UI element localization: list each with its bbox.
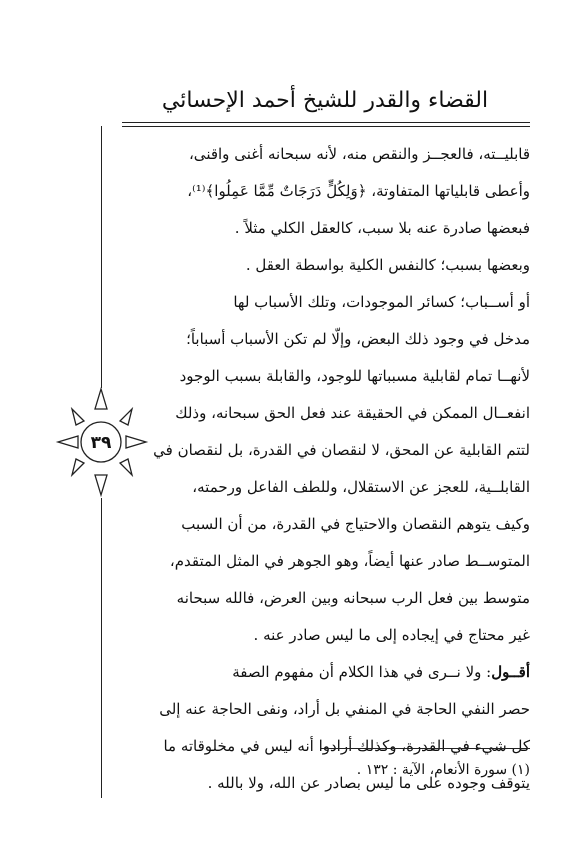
ornament-ray-bottom bbox=[95, 475, 107, 495]
ornament-ray-left bbox=[58, 436, 78, 448]
text-line: لتتم القابلية عن المحق، لا لنقصان في القدرة، بل لنقصان في bbox=[153, 441, 530, 459]
text-line: أو أســباب؛ كسائر الموجودات، وتلك الأسباب لها bbox=[233, 293, 530, 311]
text-line: وأعطى قابلياتها المتفاوتة، ﴿وَلِكُلٍّ دَرَجَاتٌ مِّمَّا عَمِلُوا﴾⁽¹⁾، bbox=[187, 182, 530, 200]
text-line: انفعــال الممكن في الحقيقة عند فعل الحق سبحانه، وذلك bbox=[175, 404, 530, 422]
text-line: القابلــية، للعجز عن الاستقلال، وللطف الفاعل ورحمته، bbox=[192, 478, 530, 496]
text-line: متوسط بين فعل الرب سبحانه وبين العرض، فالله سبحانه bbox=[176, 589, 530, 607]
margin-line-bottom bbox=[101, 498, 102, 798]
lead-word: أقــول bbox=[491, 663, 530, 681]
footnote bbox=[300, 757, 530, 783]
running-header-title: القضاء والقدر للشيخ أحمد الإحسائي bbox=[161, 88, 489, 113]
text-line: وكيف يتوهم النقصان والاحتياج في القدرة، من أن السبب bbox=[181, 515, 530, 533]
text-line: غير محتاج في إيجاده إلى ما ليس صادر عنه . bbox=[253, 626, 530, 644]
text-line: فبعضها صادرة عنه بلا سبب، كالعقل الكلي مثلاً . bbox=[234, 219, 530, 237]
ornament-ray-top-left bbox=[72, 409, 84, 425]
header-rule-bottom bbox=[122, 126, 530, 127]
text-line: مدخل في وجود ذلك البعض، وإلّا لم تكن الأسباب أسباباً؛ bbox=[186, 330, 530, 348]
footnote-rule bbox=[320, 748, 530, 749]
text-line: المتوســط صادر عنها أيضاً، وهو الجوهر في المثل المتقدم، bbox=[169, 552, 530, 570]
margin-line-top bbox=[101, 126, 102, 388]
text-line: يتوقف وجوده على ما ليس بصادر عن الله، ولا بالله . bbox=[207, 774, 530, 792]
main-text bbox=[118, 136, 530, 802]
text-line: وبعضها بسبب؛ كالنفس الكلية بواسطة العقل . bbox=[245, 256, 530, 274]
text-line: لأنهــا تمام لقابلية مسبباتها للوجود، والقابلة بسبب الوجود bbox=[179, 367, 530, 385]
text-line-with-lead bbox=[118, 654, 530, 691]
text-line: حصر النفي الحاجة في المنفي بل أراد، ونفى الحاجة عنه إلى bbox=[159, 700, 530, 718]
running-header bbox=[130, 84, 520, 118]
header-rule-top bbox=[122, 122, 530, 123]
page-number: ٣٩ bbox=[90, 433, 112, 453]
text-line: قابليــته، فالعجــز والنقص منه، لأنه سبحانه أغنى واقنى، bbox=[188, 145, 530, 163]
text-fragment: : ولا نــرى في هذا الكلام أن مفهوم الصفة bbox=[232, 663, 492, 681]
text-line: كل شيء في القدرة، وكذلك أرادوا أنه ليس في مخلوقاته ما bbox=[163, 737, 530, 755]
ornament-ray-bottom-left bbox=[72, 459, 84, 475]
footnote-text: (١) سورة الأنعام، الآية : ١٣٢ . bbox=[356, 762, 530, 778]
ornament-ray-top bbox=[95, 389, 107, 409]
